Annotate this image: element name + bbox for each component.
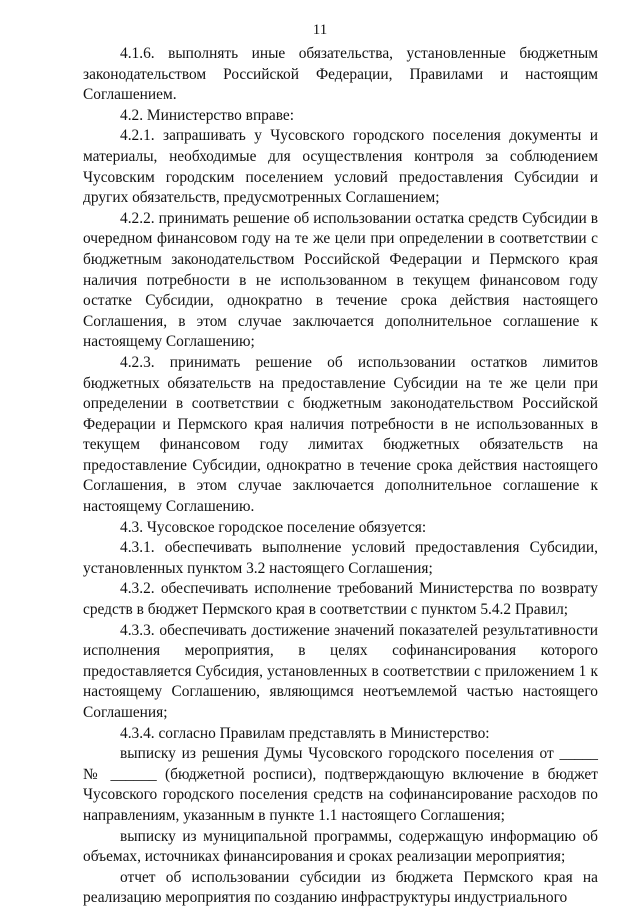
paragraph-4-3-3: 4.3.3. обеспечивать достижение значений показателей результативности исполнения мероприятия, в целях софинансирования которого предоставляется Субсидия, установленных в соответствии с приложением 1 к настоящему Соглашению, являющимся неотъемлемой частью настоящего Соглашения; [83,621,598,721]
paragraph-4-2-1: 4.2.1. запрашивать у Чусовского городского поселения документы и материалы, необходимые для осуществления контроля за соблюдением Чусовским городским поселением условий предоставления Субсидии и других обязательств, предусмотренных Соглашением; [83,127,598,207]
paragraph-4-3-1: 4.3.1. обеспечивать выполнение условий предоставления Субсидии, установленных пунктом 3.2 настоящего Соглашения; [83,539,598,577]
paragraph-4-3-4: 4.3.4. согласно Правилам представлять в Министерство: [120,724,490,742]
paragraph-duma-extract: выписку из решения Думы Чусовского городского поселения от _____ № ______ (бюджетной росписи), подтверждающую включение в бюджет Чусовского городского поселения средств на софинансирование расходов по направлениям, указанным в пункте 1.1 настоящего Соглашения; [83,745,598,824]
paragraph-4-3-2: 4.3.2. обеспечивать исполнение требований Министерства по возврату средств в бюджет Пермского края в соответствии с пунктом 5.4.2 Правил; [83,580,598,619]
paragraph-4-2-2: 4.2.2. принимать решение об использовании остатка средств Субсидии в очередном финансовом году на те же цели при определении в соответствии с бюджетным законодательством Российской Федерации и Пермского края наличия потребности в не использованном в текущем финансовом году остатке Субсидии, однократно в течение срока действия настоящего Соглашения, в этом случае заключается дополнительное соглашение к настоящему Соглашению; [83,209,598,351]
paragraph-4-3: 4.3. Чусовское городское поселение обязуется: [120,518,427,536]
paragraph-4-2: 4.2. Министерство вправе: [120,106,294,124]
page-number: 11 [312,22,328,38]
paragraph-subsidy-report: отчет об использовании субсидии из бюджета Пермского края на реализацию мероприятия по созданию инфраструктуры индустриального [83,868,598,907]
paragraph-4-2-3: 4.2.3. принимать решение об использовании остатков лимитов бюджетных обязательств на предоставление Субсидии на те же цели при определении в соответствии с бюджетным законодательством Российской Федерации и Пермского края наличия потребности в не использованных в текущем финансовом году лимитах бюджетных обязательств на предоставление Субсидии, однократно в течение срока действия настоящего Соглашения, в этом случае заключается дополнительное соглашение к настоящему Соглашению. [83,353,598,516]
document-body [83,44,598,909]
paragraph-program-extract: выписку из муниципальной программы, содержащую информацию об объемах, источниках финансирования и сроках реализации мероприятия; [83,827,598,866]
paragraph-4-1-6: 4.1.6. выполнять иные обязательства, установленные бюджетным законодательством Российской Федерации, Правилами и настоящим Соглашением. [83,45,598,104]
